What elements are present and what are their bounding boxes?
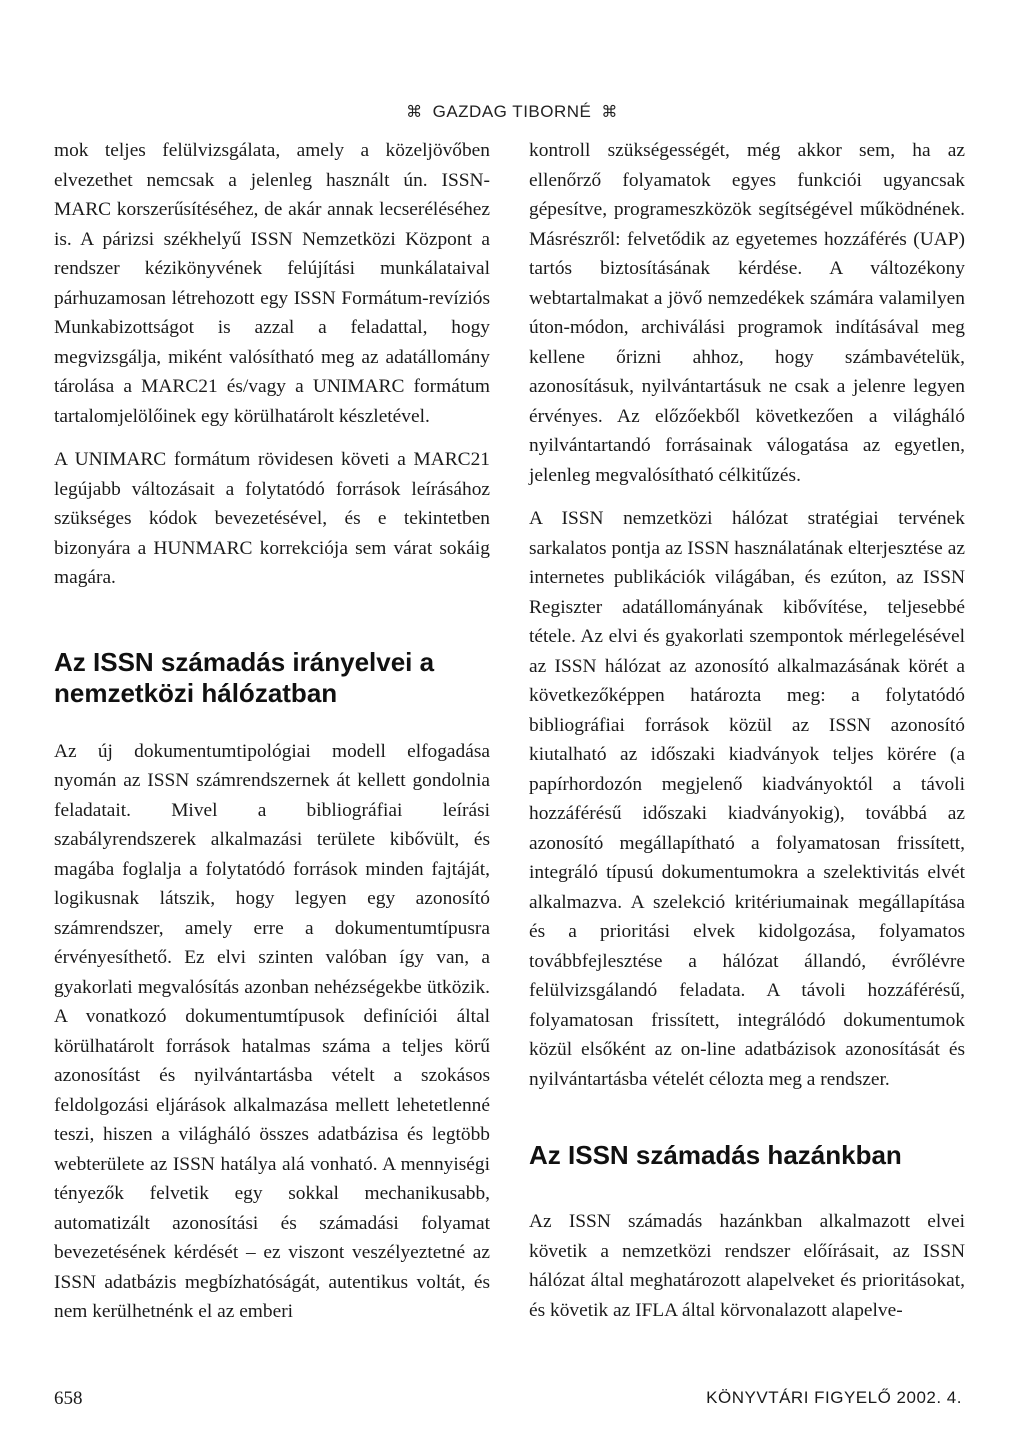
section-heading-hungary: Az ISSN számadás hazánkban — [529, 1140, 902, 1170]
left-paragraph-2: A UNIMARC formátum rövidesen követi a MARC21 legújabb változásait a folytatódó források leírásához szükséges kódok bevezetésével, és e tekintetben bizonyára a HUNMARC korrekciója sem várat sokáig magára. — [54, 449, 490, 588]
author-name: GAZDAG TIBORNÉ — [432, 102, 592, 121]
page-number: 658 — [54, 1388, 83, 1409]
left-paragraph-3: Az új dokumentumtipológiai modell elfogadása nyomán az ISSN számrendszernek át kellett gondolnia feladatait. Mivel a bibliográfiai leírási szabályrendszerek alkalmazási területe kibővült, és magába foglalja a folytatódó források minden fajtáját, logikusnak látszik, hogy legyen egy azonosító számrendszer, amely erre a dokumentumtípusra érvényesíthető. Ez elvi szinten valóban így van, a gyakorlati megvalósítás azonban nehézségekbe ütközik. A vonatkozó dokumentumtípusok definíciói által körülhatárolt források hatalmas száma a teljes körű azonosítást és nyilvántartásba vételt a szokásos feldolgozási eljárások alkalmazása mellett lehetetlenné teszi, hiszen a világháló összes adatbázisa és legtöbb webterülete az ISSN hatálya alá vonható. A mennyiségi tényezők felvetik egy sokkal mechanikusabb, automatizált azonosítási és számadási folyamat bevezetésének kérdését – ez viszont veszélyeztetné az ISSN adatbázis megbízhatóságát, autentikus voltát, és nem kerülhetnénk el az emberi — [54, 740, 490, 1322]
right-column — [529, 136, 965, 1339]
running-head — [0, 102, 1024, 122]
ornament-right-icon: ⌘ — [601, 104, 618, 121]
right-paragraph-2: A ISSN nemzetközi hálózat stratégiai tervének sarkalatos pontja az ISSN használatának elterjesztése az internetes publikációk világában, és ezúton, az ISSN Regiszter adatállományának kibővítése, teljesebbé tétele. Az elvi és gyakorlati szempontok mérlegelésével az ISSN hálózat az azonosító alkalmazásának körét a következőképpen határozta meg: a folytatódó bibliográfiai források közül az ISSN azonosító kiutalható az időszaki kiadványok teljes körére (a papírhordozón megjelenő kiadványoktól a távoli hozzáférésű időszaki kiadványokig), továbbá az azonosító megállapítható a folyamatosan frissített, integráló típusú dokumentumokra a szelektivitás elvét alkalmazva. A szelekció kritériumainak megállapítása és a prioritási elvek kidolgozása, folyamatos továbbfejlesztése a hálózat állandó, évrőlévre felülvizsgálandó feladata. A távoli hozzáférésű, folyamatosan frissített, integrálódó dokumentumok közül elsőként az on-line adatbázisok azonosítását és nyilvántartásba vételét célozta meg a rendszer. — [529, 508, 965, 1090]
left-paragraph-1: mok teljes felülvizsgálata, amely a közeljövőben elvezethet nemcsak a jelenleg használt ún. ISSN-MARC korszerűsítéséhez, de akár annak lecseréléséhez is. A párizsi székhelyű ISSN Nemzetközi Központ a rendszer kézikönyvének felújítási munkálataival párhuzamosan létrehozott egy ISSN Formátum-revíziós Munkabizottságot is azzal a feladattal, hogy megvizsgálja, miként valósítható meg az adatállomány tárolása a MARC21 és/vagy a UNIMARC formátum tartalomjelölőinek egy körülhatárolt készletével. — [54, 140, 490, 427]
section-heading-principles: Az ISSN számadás irányelvei a nemzetközi hálózatban — [54, 646, 435, 708]
right-paragraph-3: Az ISSN számadás hazánkban alkalmazott elvei követik a nemzetközi rendszer előírásait, az ISSN hálózat által meghatározott alapelveket és prioritásokat, és követik az IFLA által körvonalazott alapelve- — [529, 1211, 965, 1321]
left-column — [54, 136, 490, 1341]
ornament-left-icon: ⌘ — [406, 104, 423, 121]
right-paragraph-1: kontroll szükségességét, még akkor sem, ha az ellenőrző folyamatok egyes funkciói ugyancsak gépesítve, programeszközök segítségével működnének. Másrészről: felvetődik az egyetemes hozzáférés (UAP) tartós biztosításának kérdése. A változékony webtartalmakat a jövő nemzedékek számára valamilyen úton-módon, archiválási programok indításával meg kellene őrizni ahhoz, hogy számbavételük, azonosításuk, nyilvántartásuk ne csak a jelenre legyen érvényes. Az előzőekből következően a világháló nyilvántartandó forrásainak válogatása az egyetlen, jelenleg megvalósítható célkitűzés. — [529, 140, 965, 486]
journal-title: KÖNYVTÁRI FIGYELŐ 2002. 4. — [706, 1388, 962, 1407]
